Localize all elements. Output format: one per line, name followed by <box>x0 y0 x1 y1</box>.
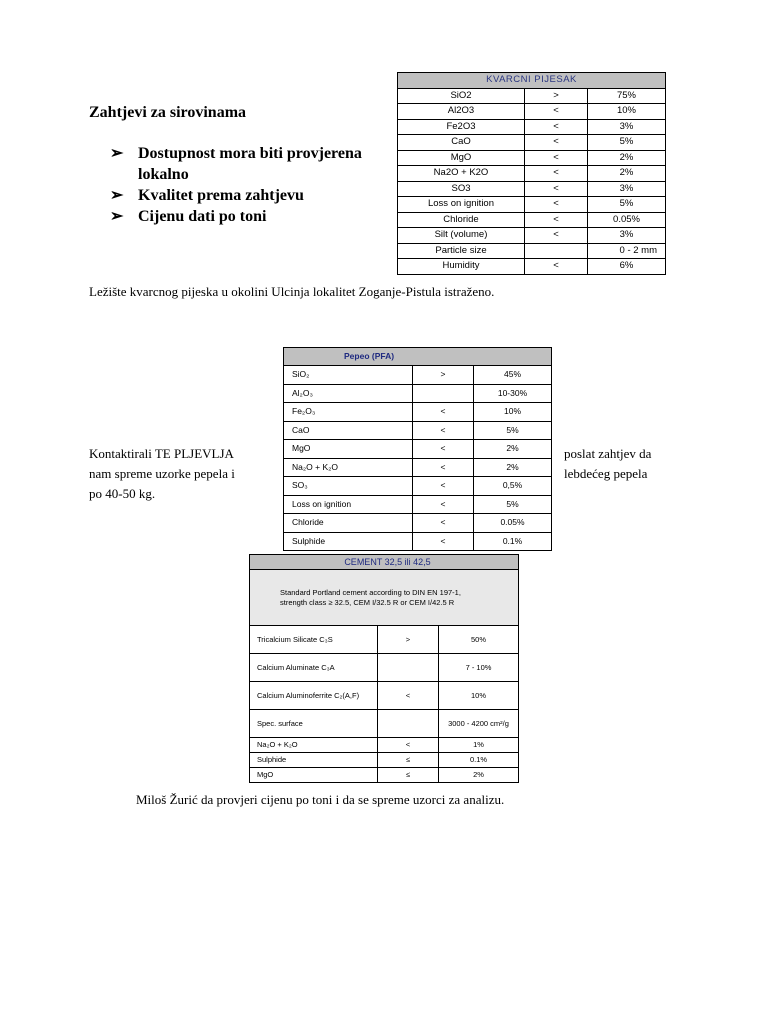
table-cell: < <box>525 104 588 120</box>
table-cell: 5% <box>474 495 552 514</box>
table-cell: < <box>525 197 588 213</box>
table-cell: Fe2O3 <box>398 119 525 135</box>
table-cell: > <box>378 626 439 654</box>
table-row <box>398 197 666 213</box>
list-item-text: Dostupnost mora biti provjerena lokalno <box>138 145 362 183</box>
table-cell: 2% <box>474 440 552 459</box>
table-cell: > <box>525 88 588 104</box>
table-cell: 3% <box>588 181 666 197</box>
table-cell: Loss on ignition <box>284 495 413 514</box>
paragraph-milos: Miloš Žurić da provjeri cijenu po toni i da se spreme uzorci za analizu. <box>136 792 505 807</box>
table-cell: 7 - 10% <box>439 654 519 682</box>
table-cell: 50% <box>439 626 519 654</box>
paragraph-kontakt-left <box>89 444 235 504</box>
table-cell: 10% <box>439 682 519 710</box>
list-item <box>110 143 408 185</box>
table-cell: < <box>525 119 588 135</box>
arrow-bullet-icon: ➢ <box>110 187 124 204</box>
table-cell: 0.1% <box>474 532 552 551</box>
table-cell: SiO₂ <box>284 366 413 385</box>
table-cell: 2% <box>588 166 666 182</box>
list-item <box>110 206 408 227</box>
table-row <box>398 243 666 259</box>
table-cell: < <box>378 738 439 753</box>
table-cell: 10% <box>474 403 552 422</box>
table-cell: < <box>413 495 474 514</box>
table-title: CEMENT 32,5 ili 42,5 <box>250 555 519 570</box>
table-cell: Sulphide <box>284 532 413 551</box>
table-cell: 6% <box>588 259 666 275</box>
table-cell: < <box>413 440 474 459</box>
table-cell: MgO <box>398 150 525 166</box>
table-cell: SO₃ <box>284 477 413 496</box>
table-cell: Silt (volume) <box>398 228 525 244</box>
table-row <box>250 682 519 710</box>
section-heading: Zahtjevi za sirovinama <box>89 104 247 121</box>
table-row <box>398 212 666 228</box>
table-row <box>250 654 519 682</box>
table-cell: SiO2 <box>398 88 525 104</box>
paragraph-kontakt-right <box>564 444 651 484</box>
table-cell: 5% <box>474 421 552 440</box>
table-cell: Loss on ignition <box>398 197 525 213</box>
text-line: poslat zahtjev da <box>564 446 652 461</box>
table-cell: Na₂O + K₂O <box>250 738 378 753</box>
table-row <box>284 384 552 403</box>
table-cell: 0,5% <box>474 477 552 496</box>
table-row <box>284 421 552 440</box>
table-cell: < <box>525 135 588 151</box>
table-cell: Particle size <box>398 243 525 259</box>
table-row <box>398 259 666 275</box>
table-cell: 75% <box>588 88 666 104</box>
table-title: Pepeo (PFA) <box>284 348 552 366</box>
table-cell: Fe₂O₃ <box>284 403 413 422</box>
table-cell: Calcium Aluminate C₃A <box>250 654 378 682</box>
table-row <box>398 104 666 120</box>
table-row <box>250 753 519 768</box>
text-line: po 40-50 kg. <box>89 486 156 501</box>
table-cell: 5% <box>588 135 666 151</box>
table-cell <box>378 654 439 682</box>
table-row <box>398 119 666 135</box>
table-cell: MgO <box>284 440 413 459</box>
table-cell: 10% <box>588 104 666 120</box>
table-cell: Chloride <box>284 514 413 533</box>
list-item-text: Kvalitet prema zahtjevu <box>138 187 304 204</box>
table-cell: Al2O3 <box>398 104 525 120</box>
requirements-list <box>110 143 408 227</box>
text-line: lebdećeg pepela <box>564 466 648 481</box>
table-row <box>398 135 666 151</box>
table-cell: < <box>413 458 474 477</box>
table-cell <box>525 243 588 259</box>
table-cell: 2% <box>588 150 666 166</box>
table-cell: < <box>525 212 588 228</box>
arrow-bullet-icon: ➢ <box>110 208 124 225</box>
table-row <box>398 228 666 244</box>
table-row <box>284 458 552 477</box>
table-cell: < <box>378 682 439 710</box>
table-cell: < <box>413 421 474 440</box>
table-cell: 10-30% <box>474 384 552 403</box>
table-cell: Chloride <box>398 212 525 228</box>
table-cell: Sulphide <box>250 753 378 768</box>
table-cell: 5% <box>588 197 666 213</box>
table-cell: Al₂O₃ <box>284 384 413 403</box>
table-cell: 2% <box>439 768 519 783</box>
table-cell: MgO <box>250 768 378 783</box>
table-row <box>398 88 666 104</box>
table-cell: 3000 - 4200 cm²/g <box>439 710 519 738</box>
table-cell: CaO <box>284 421 413 440</box>
table-row <box>398 181 666 197</box>
kvarcni-pijesak-table <box>397 72 666 275</box>
table-cell: Na2O + K2O <box>398 166 525 182</box>
list-item <box>110 185 408 206</box>
table-row <box>250 738 519 753</box>
table-cell: < <box>525 166 588 182</box>
table-cell: Calcium Aluminoferrite C₂(A,F) <box>250 682 378 710</box>
table-cell: 0 - 2 mm <box>588 243 666 259</box>
table-cell: CaO <box>398 135 525 151</box>
table-cell: Tricalcium Silicate C₃S <box>250 626 378 654</box>
table-row <box>284 477 552 496</box>
table-cell: 0.05% <box>588 212 666 228</box>
table-row <box>250 768 519 783</box>
table-cell: Humidity <box>398 259 525 275</box>
paragraph-lokalitet: Ležište kvarcnog pijeska u okolini Ulcinja lokalitet Zoganje-Pistula istraženo. <box>89 284 495 299</box>
table-row <box>284 440 552 459</box>
table-cell <box>378 710 439 738</box>
table-cell: > <box>413 366 474 385</box>
table-cell: < <box>525 181 588 197</box>
table-row <box>250 710 519 738</box>
table-row <box>250 626 519 654</box>
table-cell: 3% <box>588 228 666 244</box>
table-cell: Spec. surface <box>250 710 378 738</box>
table-cell: < <box>413 403 474 422</box>
table-cell: 0.1% <box>439 753 519 768</box>
text-line: nam spreme uzorke pepela i <box>89 466 235 481</box>
table-cell: < <box>413 532 474 551</box>
table-cell: 1% <box>439 738 519 753</box>
cement-table <box>249 554 519 783</box>
table-cell: < <box>413 514 474 533</box>
cement-description: Standard Portland cement according to DIN EN 197-1, strength class ≥ 32.5, CEM I/32.5 R or CEM I/42.5 R <box>250 570 519 626</box>
table-cell: < <box>525 259 588 275</box>
table-cell <box>413 384 474 403</box>
table-cell: 0.05% <box>474 514 552 533</box>
table-cell: ≤ <box>378 768 439 783</box>
table-cell: < <box>525 228 588 244</box>
table-cell: Na₂O + K₂O <box>284 458 413 477</box>
table-cell: 2% <box>474 458 552 477</box>
table-cell: < <box>525 150 588 166</box>
table-title: KVARCNI PIJESAK <box>398 73 666 89</box>
table-cell: 45% <box>474 366 552 385</box>
list-item-text: Cijenu dati po toni <box>138 208 267 225</box>
table-cell: ≤ <box>378 753 439 768</box>
table-cell: SO3 <box>398 181 525 197</box>
table-row <box>284 495 552 514</box>
table-row <box>284 403 552 422</box>
table-row <box>284 366 552 385</box>
table-row <box>284 532 552 551</box>
table-row <box>398 166 666 182</box>
table-cell: 3% <box>588 119 666 135</box>
pepeo-pfa-table <box>283 347 552 551</box>
table-row <box>284 514 552 533</box>
arrow-bullet-icon: ➢ <box>110 145 124 162</box>
table-cell: < <box>413 477 474 496</box>
table-row <box>398 150 666 166</box>
text-line: Kontaktirali TE PLJEVLJA <box>89 446 234 461</box>
